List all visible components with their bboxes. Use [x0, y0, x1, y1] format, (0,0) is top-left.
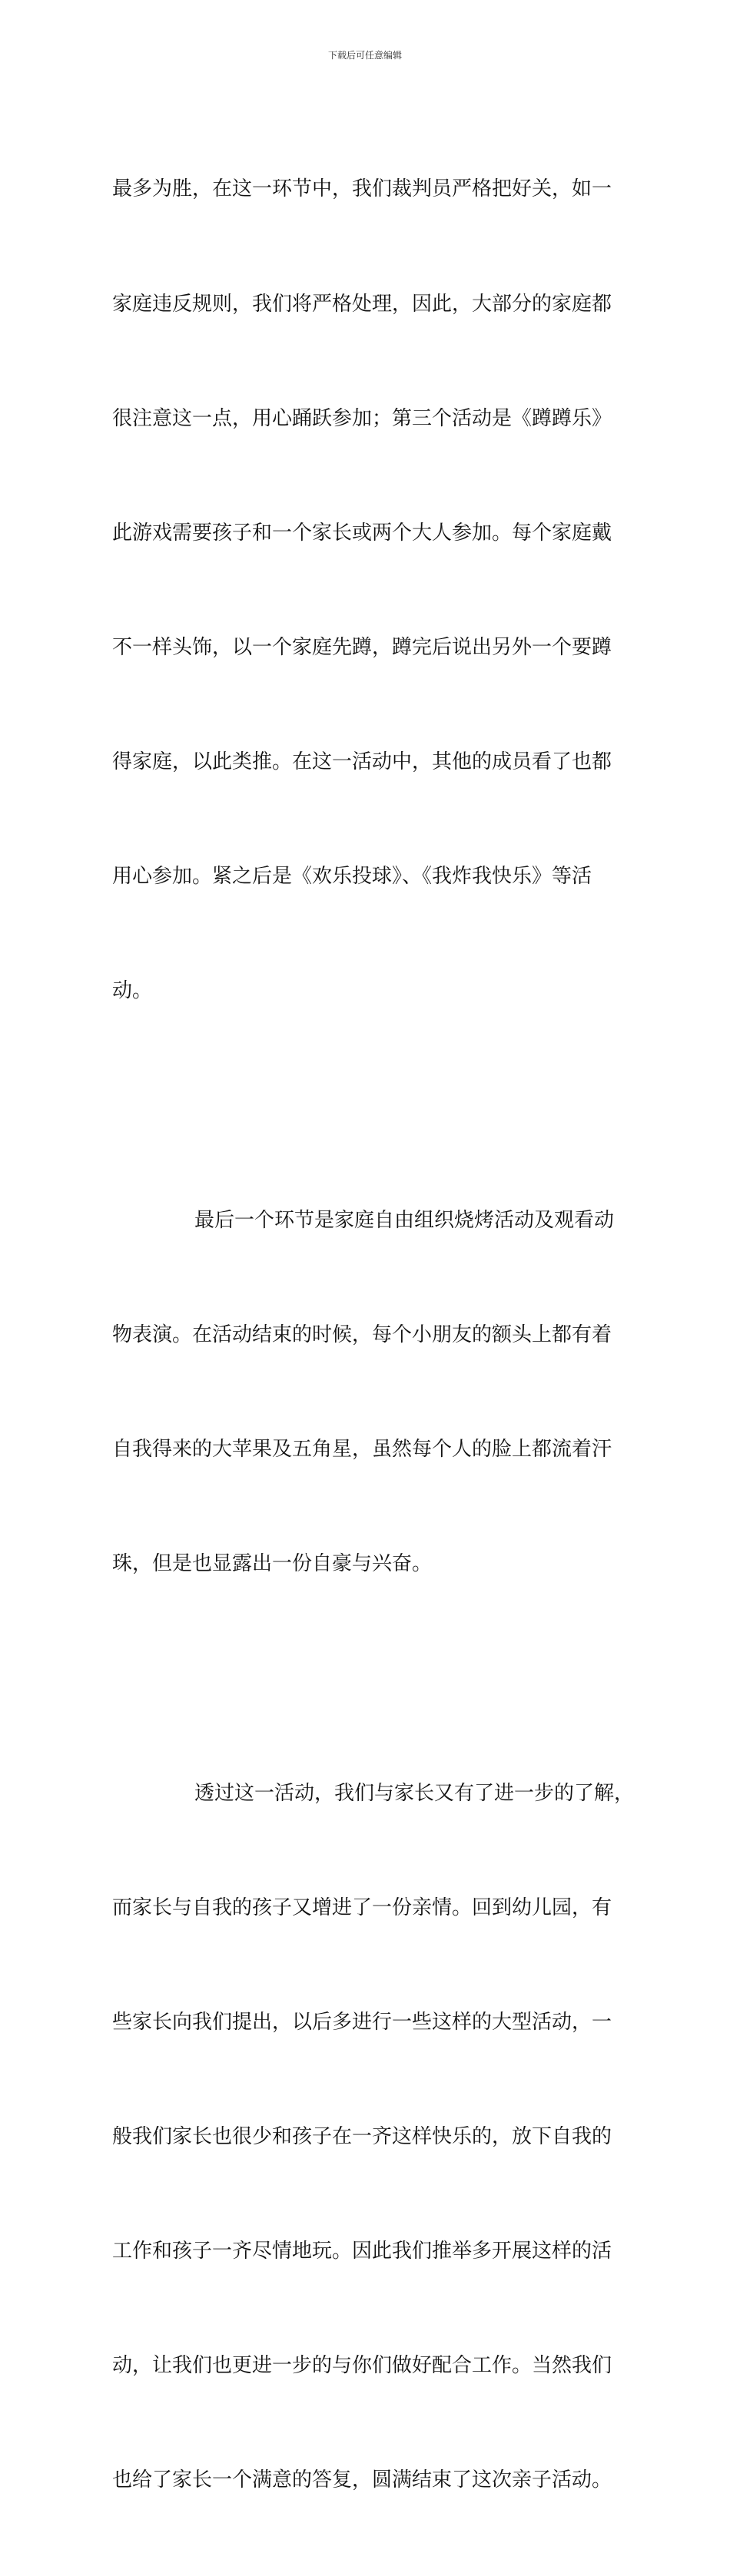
text-line: 得家庭，以此类推。在这一活动中，其他的成员看了也都: [112, 750, 612, 773]
text-line: 此游戏需要孩子和一个家长或两个大人参加。每个家庭戴: [112, 521, 612, 545]
text-line: 透过这一活动，我们与家长又有了进一步的了解，: [194, 1781, 635, 1805]
text-line: 不一样头饰，以一个家庭先蹲，蹲完后说出另外一个要蹲: [112, 635, 612, 659]
paragraph-3: [112, 1698, 650, 2576]
text-line: 物表演。在活动结束的时候，每个小朋友的额头上都有着: [112, 1323, 612, 1346]
text-line: 自我得来的大苹果及五角星，虽然每个人的脸上都流着汗: [112, 1437, 612, 1461]
text-line: 很注意这一点，用心踊跃参加；第三个活动是《蹲蹲乐》: [112, 406, 612, 430]
paragraph-1: [112, 94, 650, 1087]
text-line: 工作和孩子一齐尽情地玩。因此我们推举多开展这样的活: [112, 2239, 612, 2263]
text-line: 珠，但是也显露出一份自豪与兴奋。: [112, 1552, 433, 1576]
page-header: 下载后可任意编辑: [327, 50, 402, 61]
text-line: 最后一个环节是家庭自由组织烧烤活动及观看动: [194, 1208, 615, 1232]
text-line: 最多为胜，在这一环节中，我们裁判员严格把好关，如一: [112, 177, 612, 201]
text-line: 也给了家长一个满意的答复，圆满结束了这次亲子活动。: [112, 2468, 612, 2492]
text-line: 而家长与自我的孩子又增进了一份亲情。回到幼儿园，有: [112, 1896, 612, 1919]
text-line: 般我们家长也很少和孩子在一齐这样快乐的，放下自我的: [112, 2124, 612, 2148]
text-line: 动，让我们也更进一步的与你们做好配合工作。当然我们: [112, 2354, 612, 2378]
text-line: 些家长向我们提出，以后多进行一些这样的大型活动，一: [112, 2010, 612, 2034]
text-line: 动。: [112, 979, 153, 1003]
paragraph-2: [112, 1125, 650, 1660]
text-line: 用心参加。紧之后是《欢乐投球》、《我炸我快乐》等活: [112, 865, 592, 889]
document-body: [112, 94, 650, 2576]
text-line: 家庭违反规则，我们将严格处理，因此，大部分的家庭都: [112, 292, 612, 316]
